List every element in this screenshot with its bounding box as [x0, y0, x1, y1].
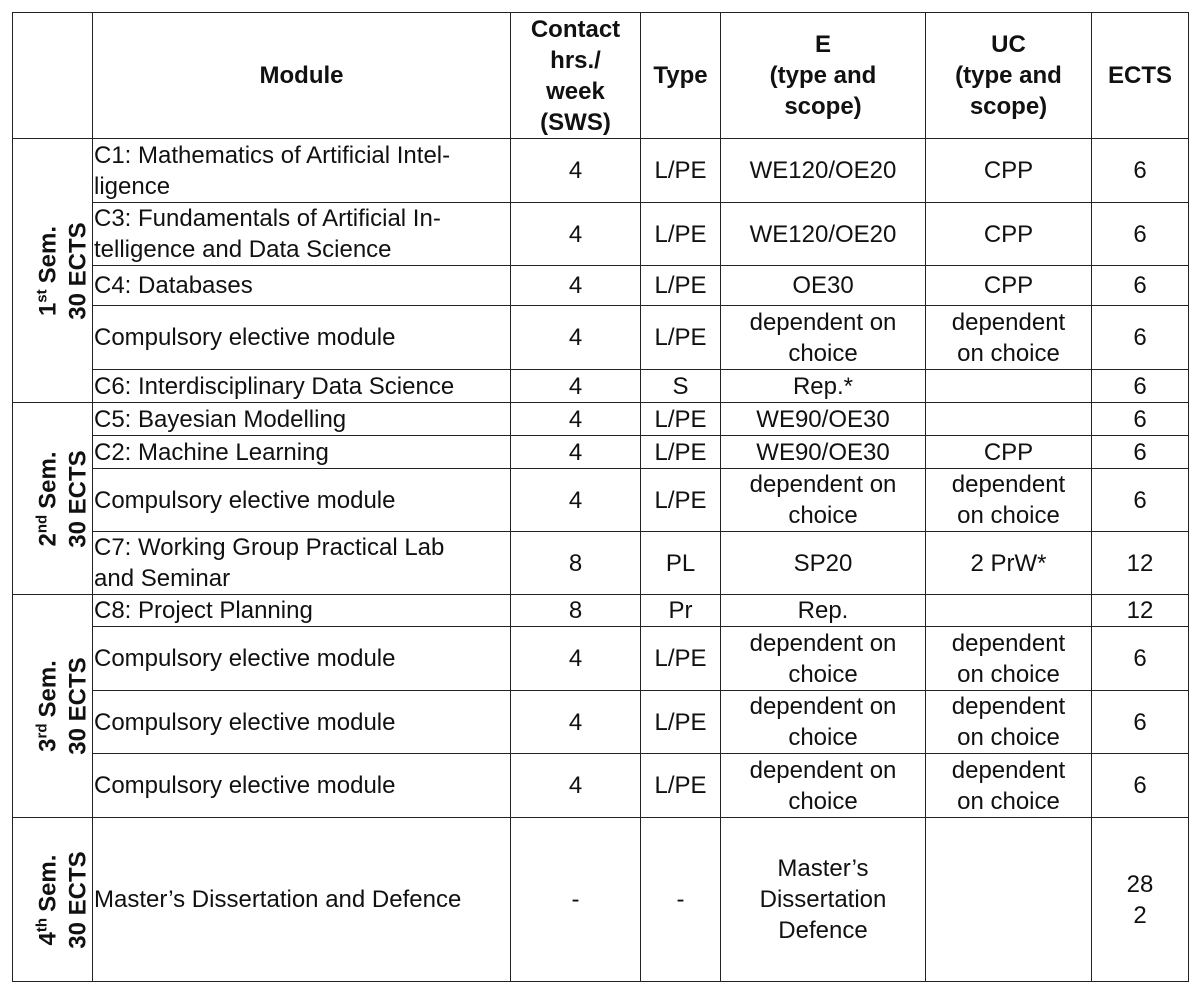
module-cell [93, 403, 511, 436]
ects-cell-line: 6 [1133, 405, 1147, 433]
semester-ordinal: th [33, 917, 51, 932]
ects-cell-line: 6 [1133, 157, 1147, 184]
exam-cell-line: Rep. [797, 597, 849, 624]
module-cell-line: ligence [94, 172, 171, 200]
exam-cell [721, 203, 926, 266]
semester-word: Sem. [34, 450, 62, 509]
uc-cell [926, 266, 1092, 306]
semester-number: 3 [34, 738, 62, 752]
contact-hours-cell: 4 [511, 370, 641, 403]
type-cell: L/PE [641, 266, 721, 306]
ects-cell-line: 6 [1133, 324, 1147, 351]
ects-cell [1092, 203, 1189, 266]
uc-cell [926, 691, 1092, 754]
header-uc-line: (type and [955, 62, 1062, 89]
uc-cell [926, 306, 1092, 370]
module-cell-line: and Seminar [94, 565, 231, 592]
exam-cell [721, 532, 926, 595]
exam-cell-line: dependent on [749, 629, 897, 657]
ects-cell-line: 6 [1133, 772, 1147, 799]
exam-cell [721, 754, 926, 818]
exam-cell-line: choice [788, 660, 858, 688]
table-row [13, 266, 1189, 306]
uc-cell [926, 139, 1092, 203]
module-cell-line: Compulsory elective module [94, 486, 396, 514]
type-cell: L/PE [641, 691, 721, 754]
ects-cell-line: 6 [1133, 486, 1147, 514]
semester-ects: 30 ECTS [64, 850, 92, 949]
exam-cell-line: Master’s [777, 855, 869, 882]
table-row [13, 595, 1189, 627]
module-cell [93, 595, 511, 627]
type-cell: - [641, 818, 721, 982]
header-e-line: E [814, 31, 831, 58]
semester-word: Sem. [34, 225, 62, 283]
type-cell: L/PE [641, 403, 721, 436]
module-cell-line: C7: Working Group Practical Lab [94, 534, 445, 561]
module-cell-line: C1: Mathematics of Artificial Intel- [94, 141, 451, 169]
contact-hours-cell: 4 [511, 469, 641, 532]
exam-cell [721, 370, 926, 403]
module-cell [93, 436, 511, 469]
module-cell-line: Master’s Dissertation and Defence [94, 886, 462, 913]
exam-cell [721, 627, 926, 691]
module-cell [93, 203, 511, 266]
uc-cell-line: dependent [951, 756, 1066, 784]
exam-cell-line: OE30 [792, 272, 854, 299]
contact-hours-cell: 8 [511, 595, 641, 627]
module-cell-line: Compulsory elective module [94, 645, 396, 672]
header-module: Module [93, 13, 511, 139]
semester-ordinal: rd [33, 723, 51, 739]
table-row [13, 436, 1189, 469]
ects-cell [1092, 595, 1189, 627]
exam-cell-line: dependent on [749, 756, 897, 784]
uc-cell-line: 2 PrW* [970, 549, 1047, 577]
type-cell: L/PE [641, 306, 721, 370]
module-cell [93, 266, 511, 306]
uc-cell [926, 627, 1092, 691]
uc-cell [926, 436, 1092, 469]
module-cell-line: Compulsory elective module [94, 324, 396, 351]
table-row [13, 754, 1189, 818]
semester-label [34, 450, 93, 547]
ects-cell-line: 6 [1133, 272, 1147, 299]
ects-cell [1092, 370, 1189, 403]
semester-label-cell [13, 403, 93, 595]
type-cell: L/PE [641, 469, 721, 532]
ects-cell [1092, 139, 1189, 203]
semester-number: 2 [34, 532, 62, 547]
semester-ordinal: nd [33, 514, 51, 533]
exam-cell [721, 266, 926, 306]
semester-ects: 30 ECTS [64, 221, 92, 320]
module-cell-line: C2: Machine Learning [94, 438, 329, 466]
ects-cell-line: 12 [1126, 597, 1154, 624]
contact-hours-cell: 4 [511, 627, 641, 691]
exam-cell-line: choice [788, 787, 858, 815]
header-contact-hrs-line: week [546, 77, 605, 105]
module-cell-line: C8: Project Planning [94, 597, 313, 624]
table-row [13, 818, 1189, 982]
contact-hours-cell: 8 [511, 532, 641, 595]
uc-cell-line: CPP [983, 220, 1034, 248]
uc-cell [926, 370, 1092, 403]
type-cell: PL [641, 532, 721, 595]
header-e-line: scope) [784, 93, 862, 120]
exam-cell-line: dependent on [749, 308, 897, 336]
module-cell [93, 754, 511, 818]
contact-hours-cell: 4 [511, 436, 641, 469]
contact-hours-cell: 4 [511, 691, 641, 754]
exam-cell [721, 139, 926, 203]
uc-cell [926, 403, 1092, 436]
module-cell-line: C4: Databases [94, 272, 253, 299]
header-row [13, 13, 1189, 139]
contact-hours-cell: 4 [511, 266, 641, 306]
semester-word: Sem. [34, 660, 62, 718]
module-cell [93, 627, 511, 691]
type-cell: L/PE [641, 203, 721, 266]
contact-hours-cell: 4 [511, 139, 641, 203]
table-row [13, 306, 1189, 370]
exam-cell [721, 306, 926, 370]
exam-cell-line: choice [788, 502, 858, 529]
module-cell [93, 532, 511, 595]
semester-number: 1 [34, 302, 62, 316]
contact-hours-cell: 4 [511, 754, 641, 818]
exam-cell-line: WE120/OE20 [749, 157, 897, 184]
ects-cell [1092, 818, 1189, 982]
header-uc-line: scope) [969, 93, 1048, 120]
table-row [13, 469, 1189, 532]
table-row [13, 203, 1189, 266]
module-cell-line: Compulsory elective module [94, 772, 396, 799]
contact-hours-cell: 4 [511, 306, 641, 370]
header-type: Type [641, 13, 721, 139]
module-cell-line: C5: Bayesian Modelling [94, 405, 347, 433]
uc-cell-line: on choice [957, 502, 1060, 529]
ects-cell-line: 6 [1133, 438, 1147, 466]
ects-cell-line: 6 [1133, 645, 1147, 672]
contact-hours-cell: 4 [511, 203, 641, 266]
table-body [13, 139, 1189, 982]
contact-hours-cell: 4 [511, 403, 641, 436]
header-contact-hrs-line: (SWS) [540, 108, 611, 136]
ects-cell [1092, 532, 1189, 595]
uc-cell-line: on choice [957, 660, 1060, 688]
header-contact-hrs [511, 13, 641, 139]
uc-cell-line: dependent [951, 308, 1066, 336]
semester-word: Sem. [34, 854, 62, 912]
uc-cell-line: on choice [957, 787, 1060, 815]
exam-cell-line: Defence [778, 917, 868, 944]
curriculum-table [12, 12, 1189, 982]
table-row [13, 403, 1189, 436]
ects-cell [1092, 436, 1189, 469]
exam-cell-line: dependent on [749, 471, 897, 498]
module-cell-line: C3: Fundamentals of Artificial In- [94, 205, 441, 232]
uc-cell [926, 818, 1092, 982]
exam-cell [721, 436, 926, 469]
module-cell-line: C6: Interdisciplinary Data Science [94, 372, 455, 400]
semester-ects: 30 ECTS [64, 657, 92, 755]
module-cell [93, 469, 511, 532]
ects-cell-line: 6 [1133, 372, 1147, 400]
exam-cell-line: WE90/OE30 [756, 405, 890, 433]
header-contact-hrs-line: hrs./ [550, 46, 601, 74]
semester-ordinal: st [33, 288, 51, 303]
exam-cell [721, 691, 926, 754]
module-cell-line: Compulsory elective module [94, 708, 396, 736]
ects-cell-line: 6 [1133, 708, 1147, 736]
header-contact-hrs-line: Contact [530, 15, 621, 43]
type-cell: L/PE [641, 436, 721, 469]
header-e-line: (type and [769, 62, 877, 89]
header-ects: ECTS [1092, 13, 1189, 139]
uc-cell-line: dependent [951, 693, 1066, 720]
type-cell: Pr [641, 595, 721, 627]
header-e [721, 13, 926, 139]
uc-cell [926, 754, 1092, 818]
module-cell [93, 691, 511, 754]
exam-cell-line: Rep.* [792, 372, 854, 400]
header-corner [13, 13, 93, 139]
uc-cell [926, 203, 1092, 266]
ects-cell [1092, 266, 1189, 306]
uc-cell-line: dependent [951, 471, 1066, 498]
module-cell [93, 139, 511, 203]
contact-hours-cell: - [511, 818, 641, 982]
table-row [13, 627, 1189, 691]
exam-cell [721, 469, 926, 532]
module-cell [93, 306, 511, 370]
semester-label [34, 657, 93, 754]
ects-cell-line: 28 [1126, 870, 1154, 898]
module-cell [93, 370, 511, 403]
uc-cell-line: CPP [983, 438, 1034, 466]
exam-cell-line: WE90/OE30 [756, 438, 890, 466]
uc-cell [926, 595, 1092, 627]
ects-cell-line: 12 [1126, 549, 1154, 577]
exam-cell-line: SP20 [793, 549, 853, 577]
module-cell [93, 818, 511, 982]
uc-cell [926, 532, 1092, 595]
ects-cell-line: 6 [1133, 220, 1147, 248]
exam-cell-line: choice [788, 724, 858, 751]
table-row [13, 691, 1189, 754]
uc-cell-line: on choice [957, 724, 1060, 751]
uc-cell-line: dependent [951, 629, 1066, 657]
uc-cell-line: on choice [957, 339, 1060, 367]
table-row [13, 532, 1189, 595]
uc-cell-line: CPP [983, 272, 1034, 299]
ects-cell [1092, 627, 1189, 691]
ects-cell [1092, 691, 1189, 754]
semester-label-cell [13, 595, 93, 818]
semester-label [34, 222, 93, 319]
exam-cell-line: WE120/OE20 [749, 220, 897, 248]
semester-number: 4 [34, 931, 62, 945]
header-uc [926, 13, 1092, 139]
exam-cell [721, 818, 926, 982]
table-row [13, 370, 1189, 403]
exam-cell-line: Dissertation [759, 886, 887, 913]
exam-cell [721, 403, 926, 436]
exam-cell-line: choice [788, 339, 858, 367]
semester-label-cell [13, 818, 93, 982]
type-cell: S [641, 370, 721, 403]
exam-cell-line: dependent on [749, 693, 897, 720]
module-cell-line: telligence and Data Science [94, 236, 392, 263]
semester-label [34, 851, 93, 948]
uc-cell-line: CPP [983, 157, 1034, 184]
header-uc-line: UC [991, 31, 1026, 58]
type-cell: L/PE [641, 139, 721, 203]
uc-cell [926, 469, 1092, 532]
ects-cell [1092, 469, 1189, 532]
exam-cell [721, 595, 926, 627]
ects-cell-line: 2 [1133, 901, 1147, 929]
type-cell: L/PE [641, 754, 721, 818]
semester-ects: 30 ECTS [64, 449, 92, 548]
ects-cell [1092, 754, 1189, 818]
semester-label-cell [13, 139, 93, 403]
type-cell: L/PE [641, 627, 721, 691]
ects-cell [1092, 403, 1189, 436]
ects-cell [1092, 306, 1189, 370]
table-row [13, 139, 1189, 203]
